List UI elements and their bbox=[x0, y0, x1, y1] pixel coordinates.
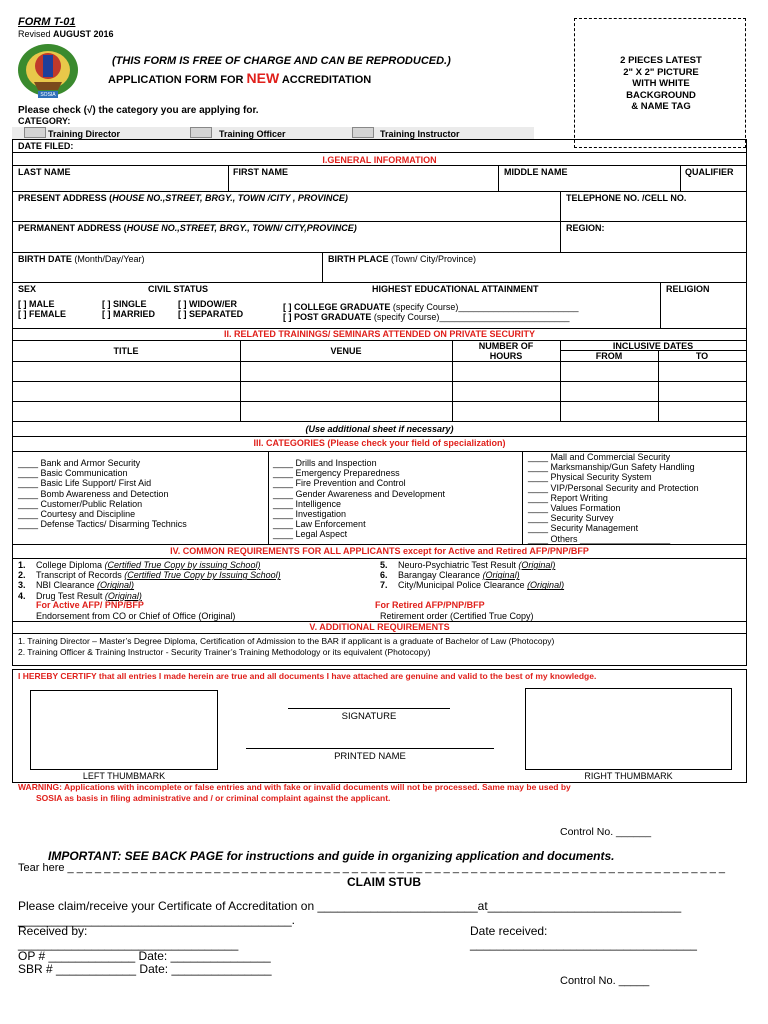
specialization-item[interactable] bbox=[528, 472, 699, 482]
right-thumbmark-box[interactable] bbox=[525, 688, 732, 770]
date-received-field[interactable]: __________________________________ bbox=[470, 937, 697, 951]
specialization-label: Security Management bbox=[550, 523, 639, 534]
row-line bbox=[12, 665, 747, 666]
sosia-logo bbox=[16, 42, 80, 102]
specialization-item[interactable] bbox=[528, 523, 699, 533]
requirement-spec: (Certified True Copy by Issuing School) bbox=[124, 570, 281, 581]
specialization-label: Report Writing bbox=[550, 492, 608, 503]
specialization-item[interactable] bbox=[528, 483, 699, 493]
col-inclusive-dates: INCLUSIVE DATES bbox=[612, 341, 694, 351]
requirement-number: 6. bbox=[380, 570, 388, 581]
specialization-item[interactable] bbox=[273, 519, 445, 529]
requirement-number: 3. bbox=[18, 580, 26, 591]
row-line bbox=[12, 361, 747, 362]
present-address-hint: HOUSE NO.,STREET, BRGY., TOWN /CITY , PROVINCE) bbox=[112, 193, 348, 203]
logo-text: SOSIA bbox=[40, 92, 56, 98]
specialization-item[interactable] bbox=[18, 478, 187, 488]
signature-label: SIGNATURE bbox=[341, 711, 397, 722]
specialization-blank[interactable]: ____ bbox=[18, 498, 41, 509]
warning-text: WARNING: Applications with incomplete or false entries and with fake or invalid documents will not be processed. Same may be used by bbox=[18, 782, 571, 792]
photo-line: 2" X 2" PICTURE bbox=[623, 66, 699, 78]
additional-item: 1. Training Director – Master’s Degree Diploma, Certification of Admission to the BAR if applicant is a graduate of Bachelor of Law (Photocopy) bbox=[18, 636, 555, 646]
revised-date: AUGUST 2016 bbox=[53, 29, 114, 39]
specialization-item[interactable] bbox=[528, 452, 699, 462]
specialization-item[interactable] bbox=[528, 493, 699, 503]
section-additional-title: V. ADDITIONAL REQUIREMENTS bbox=[309, 622, 450, 632]
col-venue: VENUE bbox=[330, 346, 362, 356]
permanent-address-hint: HOUSE NO.,STREET, BRGY., TOWN/ CITY,PROVINCE) bbox=[126, 223, 357, 233]
col-line bbox=[522, 451, 523, 544]
row-line bbox=[12, 221, 747, 222]
education-label: HIGHEST EDUCATIONAL ATTAINMENT bbox=[372, 284, 539, 294]
birth-date-hint: (Month/Day/Year) bbox=[74, 254, 145, 264]
telephone-label: TELEPHONE NO. /CELL NO. bbox=[566, 193, 687, 203]
specialization-blank[interactable]: ____ bbox=[528, 452, 551, 462]
specialization-blank[interactable]: ____ bbox=[273, 468, 296, 479]
specialization-item[interactable] bbox=[18, 489, 187, 499]
col-line bbox=[268, 451, 269, 544]
specialization-item[interactable] bbox=[273, 499, 445, 509]
region-label: REGION: bbox=[566, 223, 605, 233]
table-row bbox=[12, 381, 747, 382]
specialization-blank[interactable]: ____ bbox=[18, 478, 41, 489]
specialization-blank[interactable]: ____ bbox=[528, 462, 551, 473]
row-line bbox=[560, 350, 747, 351]
present-address-prefix: PRESENT ADDRESS ( bbox=[18, 193, 113, 203]
specialization-item[interactable] bbox=[18, 468, 187, 478]
received-by-label: Received by: bbox=[18, 924, 88, 938]
option-married[interactable]: [ ] MARRIED bbox=[102, 309, 155, 319]
col-line bbox=[228, 165, 229, 191]
specialization-blank[interactable]: ____ bbox=[528, 492, 551, 503]
printed-name-line[interactable] bbox=[246, 748, 494, 749]
col-line bbox=[498, 165, 499, 191]
additional-item: 2. Training Officer & Training Instructor - Security Trainer’s Training Methodology or its equivalent (Photocopy) bbox=[18, 647, 431, 657]
specialization-label: Bomb Awareness and Detection bbox=[40, 488, 169, 499]
col-hours: NUMBER OF bbox=[478, 341, 534, 351]
specialization-label: Courtesy and Discipline bbox=[40, 509, 136, 520]
birth-place-title: BIRTH PLACE bbox=[328, 254, 391, 264]
row-line bbox=[12, 165, 747, 166]
specialization-label: Marksmanship/Gun Safety Handling bbox=[550, 462, 695, 473]
requirement-text: Drug Test Result bbox=[36, 590, 105, 601]
claim-underline: _________________________________________. bbox=[18, 913, 295, 927]
requirement-item bbox=[18, 560, 281, 570]
specialization-item[interactable] bbox=[528, 503, 699, 513]
option-male[interactable]: [ ] MALE bbox=[18, 299, 55, 309]
requirement-number: 5. bbox=[380, 560, 388, 570]
specialization-label: Intelligence bbox=[295, 498, 342, 509]
religion-label: RELIGION bbox=[666, 284, 710, 294]
sbr-number-line[interactable]: SBR # ____________ Date: _______________ bbox=[18, 962, 272, 976]
requirement-number: 2. bbox=[18, 570, 26, 581]
free-note: (THIS FORM IS FREE OF CHARGE AND CAN BE REPRODUCED.) bbox=[112, 55, 451, 67]
specialization-blank[interactable]: ____ bbox=[273, 519, 296, 530]
middle-name-label: MIDDLE NAME bbox=[504, 167, 568, 177]
received-by-field[interactable]: _________________________________ bbox=[18, 937, 239, 951]
specialization-item[interactable] bbox=[528, 513, 699, 523]
op-number-line[interactable]: OP # _____________ Date: _______________ bbox=[18, 949, 271, 963]
specialization-blank[interactable]: ____ bbox=[528, 513, 551, 524]
col-title: TITLE bbox=[113, 346, 139, 356]
specialization-blank[interactable]: ____ bbox=[273, 509, 296, 520]
checkbox-training-instructor[interactable] bbox=[352, 127, 374, 138]
specialization-item[interactable] bbox=[18, 519, 187, 529]
specialization-label: Physical Security System bbox=[550, 472, 652, 483]
birth-date-title: BIRTH DATE bbox=[18, 254, 75, 264]
certify-statement: I HEREBY CERTIFY that all entries I made herein are true and all documents I have attached are genuine and valid to the best of my knowledge. bbox=[18, 671, 597, 681]
specialization-label: Basic Communication bbox=[40, 468, 128, 479]
specialization-blank[interactable]: ____ bbox=[528, 523, 551, 534]
active-afp-label: For Active AFP/ PNP/BFP bbox=[36, 600, 144, 610]
revision-line bbox=[18, 29, 114, 39]
requirements-left bbox=[18, 560, 281, 601]
table-border-right bbox=[746, 139, 747, 665]
requirement-item bbox=[18, 570, 281, 580]
requirement-text: City/Municipal Police Clearance bbox=[398, 580, 528, 591]
additional-sheet-note: (Use additional sheet if necessary) bbox=[305, 424, 454, 434]
checkbox-training-officer[interactable] bbox=[190, 127, 212, 138]
warning-text-2: SOSIA as basis in filing administrative and / or criminal complaint against the applicant. bbox=[36, 793, 391, 803]
specialization-label: Security Survey bbox=[550, 513, 614, 524]
permanent-address-prefix: PERMANENT ADDRESS ( bbox=[18, 223, 127, 233]
retired-afp-requirement: Retirement order (Certified True Copy) bbox=[380, 611, 534, 621]
photo-instructions bbox=[575, 55, 747, 113]
specialization-item[interactable] bbox=[273, 468, 445, 478]
row-line bbox=[12, 558, 747, 559]
table-row bbox=[12, 401, 747, 402]
specialization-item[interactable] bbox=[273, 458, 445, 468]
date-received-label: Date received: bbox=[470, 924, 548, 938]
requirement-item bbox=[380, 580, 564, 590]
college-label: [ ] COLLEGE GRADUATE bbox=[283, 302, 391, 312]
specialization-list-2 bbox=[273, 458, 445, 540]
requirements-right bbox=[380, 560, 564, 591]
form-title bbox=[108, 70, 371, 86]
requirement-number: 7. bbox=[380, 580, 388, 591]
specialization-item[interactable] bbox=[273, 509, 445, 519]
requirement-spec: (Certified True Copy by issuing School) bbox=[104, 560, 261, 570]
specialization-label: Others __________________ bbox=[550, 533, 671, 544]
col-line bbox=[560, 191, 561, 253]
college-hint: (specify Course)________________________ bbox=[390, 302, 579, 312]
section-trainings-title: II. RELATED TRAININGS/ SEMINARS ATTENDED ON PRIVATE SECURITY bbox=[223, 329, 535, 339]
col-line bbox=[680, 165, 681, 191]
photo-line: BACKGROUND bbox=[626, 89, 696, 101]
specialization-label: Values Formation bbox=[550, 503, 621, 514]
form-number: FORM T-01 bbox=[18, 16, 76, 28]
sex-label: SEX bbox=[18, 284, 37, 294]
specialization-blank[interactable]: ____ bbox=[18, 468, 41, 479]
requirement-number: 1. bbox=[18, 560, 26, 570]
control-number-stub: Control No. _____ bbox=[560, 975, 650, 987]
retired-afp-label: For Retired AFP/PNP/BFP bbox=[375, 600, 485, 610]
requirement-text: NBI Clearance bbox=[36, 580, 98, 591]
col-hours-2: HOURS bbox=[489, 351, 523, 361]
important-note: IMPORTANT: SEE BACK PAGE for instructions and guide in organizing application and documents. bbox=[48, 849, 615, 863]
row-line bbox=[12, 191, 747, 192]
requirement-spec: (Original) bbox=[97, 580, 135, 591]
post-label: [ ] POST GRADUATE bbox=[283, 312, 372, 322]
present-address-label bbox=[18, 193, 348, 203]
specialization-label: Basic Life Support/ First Aid bbox=[40, 478, 152, 489]
date-filed-label: DATE FILED: bbox=[18, 141, 74, 151]
specialization-label: Gender Awareness and Development bbox=[295, 488, 445, 499]
specialization-item[interactable] bbox=[273, 489, 445, 499]
option-single[interactable]: [ ] SINGLE bbox=[102, 299, 147, 309]
specialization-blank[interactable]: ____ bbox=[18, 458, 41, 468]
requirement-text: Transcript of Records bbox=[36, 570, 125, 581]
requirement-text: Neuro-Psychiatric Test Result bbox=[398, 560, 519, 570]
specialization-blank[interactable]: ____ bbox=[18, 509, 41, 520]
specialization-blank[interactable]: ____ bbox=[528, 503, 551, 514]
requirement-spec: (Original) bbox=[518, 560, 556, 570]
specialization-item[interactable] bbox=[273, 478, 445, 488]
option-female[interactable]: [ ] FEMALE bbox=[18, 309, 66, 319]
photo-line: 2 PIECES LATEST bbox=[620, 55, 702, 66]
specialization-blank[interactable]: ____ bbox=[528, 533, 551, 544]
specialization-label: Emergency Preparedness bbox=[295, 468, 400, 479]
requirement-number: 4. bbox=[18, 590, 26, 601]
tear-line: Tear here _ _ _ _ _ _ _ _ _ _ _ _ _ _ _ _ _ _ _ _ _ _ _ _ _ _ _ _ _ _ _ _ _ _ _ _ _ _ _ _ _ _ _ _ _ _ _ _ _ _ _ _ _ _ _ _ _ _ _ _ _ _ _ _ _ _ _ _ _ _ _ _ bbox=[18, 862, 725, 874]
specialization-item[interactable] bbox=[18, 499, 187, 509]
specialization-blank[interactable]: ____ bbox=[273, 478, 296, 489]
specialization-label: Bank and Armor Security bbox=[40, 458, 141, 468]
specialization-label: Customer/Public Relation bbox=[40, 498, 143, 509]
left-thumbmark-box[interactable] bbox=[30, 690, 218, 770]
specialization-item[interactable] bbox=[273, 529, 445, 539]
section-categories-title: III. CATEGORIES (Please check your field of specialization) bbox=[253, 438, 506, 448]
title-pre: APPLICATION FORM FOR bbox=[108, 74, 247, 86]
col-line bbox=[322, 252, 323, 282]
row-line bbox=[12, 282, 747, 283]
title-new: NEW bbox=[246, 70, 280, 86]
specialization-label: Investigation bbox=[295, 509, 347, 520]
category-instruction: Please check (√) the category you are applying for. bbox=[18, 105, 259, 116]
category-option: Training Director bbox=[48, 129, 121, 139]
photo-placeholder bbox=[574, 18, 746, 148]
birth-date-label bbox=[18, 254, 145, 264]
specialization-item[interactable] bbox=[18, 458, 187, 468]
row-line bbox=[12, 152, 747, 153]
control-number: Control No. ______ bbox=[560, 826, 652, 838]
requirement-text: College Diploma bbox=[36, 560, 105, 570]
category-option: Training Officer bbox=[219, 129, 286, 139]
specialization-label: Fire Prevention and Control bbox=[295, 478, 406, 489]
section-requirements-title: IV. COMMON REQUIREMENTS FOR ALL APPLICANTS except for Active and Retired AFP/PNP/BFP bbox=[170, 546, 589, 556]
title-post: ACCREDITATION bbox=[279, 74, 372, 86]
requirement-spec: (Original) bbox=[104, 590, 142, 601]
requirement-item bbox=[18, 580, 281, 590]
signature-line[interactable] bbox=[288, 708, 450, 709]
section-general-title: I.GENERAL INFORMATION bbox=[322, 155, 437, 165]
specialization-blank[interactable]: ____ bbox=[273, 488, 296, 499]
specialization-label: Mall and Commercial Security bbox=[550, 452, 671, 462]
birth-place-label bbox=[328, 254, 476, 264]
table-border-left bbox=[12, 139, 13, 665]
specialization-blank[interactable]: ____ bbox=[273, 498, 296, 509]
option-separated[interactable]: [ ] SEPARATED bbox=[178, 309, 244, 319]
row-line bbox=[12, 633, 747, 634]
photo-line: WITH WHITE bbox=[632, 78, 690, 89]
row-line bbox=[12, 436, 747, 437]
claim-stub-title: CLAIM STUB bbox=[347, 875, 421, 889]
specialization-blank[interactable]: ____ bbox=[18, 519, 41, 530]
row-line bbox=[12, 252, 747, 253]
specialization-blank[interactable]: ____ bbox=[273, 458, 296, 468]
printed-name-label: PRINTED NAME bbox=[334, 751, 406, 762]
specialization-label: Defense Tactics/ Disarming Technics bbox=[40, 519, 187, 530]
active-afp-requirement: Endorsement from CO or Chief of Office (Original) bbox=[36, 611, 236, 621]
specialization-blank[interactable]: ____ bbox=[273, 529, 296, 540]
last-name-label: LAST NAME bbox=[18, 167, 71, 177]
specialization-label: Legal Aspect bbox=[295, 529, 348, 540]
qualifier-label: QUALIFIER bbox=[685, 167, 734, 177]
row-line bbox=[12, 139, 747, 140]
checkbox-training-director[interactable] bbox=[24, 127, 46, 138]
requirement-item bbox=[380, 560, 564, 570]
specialization-list-1 bbox=[18, 458, 187, 529]
specialization-item[interactable] bbox=[18, 509, 187, 519]
first-name-label: FIRST NAME bbox=[233, 167, 288, 177]
claim-instruction: Please claim/receive your Certificate of Accreditation on ________________________at_____________________________ bbox=[18, 899, 682, 913]
row-line bbox=[12, 544, 747, 545]
photo-line: & NAME TAG bbox=[631, 101, 691, 112]
option-widow[interactable]: [ ] WIDOW/ER bbox=[178, 299, 237, 309]
post-hint: (specify Course)__________________________ bbox=[371, 312, 570, 322]
civil-status-label: CIVIL STATUS bbox=[148, 284, 209, 294]
table-row bbox=[12, 421, 747, 422]
requirement-spec: (Original) bbox=[527, 580, 565, 591]
category-label: CATEGORY: bbox=[18, 116, 71, 126]
col-from: FROM bbox=[595, 351, 623, 361]
right-thumbmark-label: RIGHT THUMBMARK bbox=[584, 771, 673, 781]
option-college-graduate[interactable] bbox=[283, 302, 578, 312]
specialization-blank[interactable]: ____ bbox=[528, 482, 551, 493]
permanent-address-label bbox=[18, 223, 357, 233]
option-post-graduate[interactable] bbox=[283, 312, 570, 322]
specialization-blank[interactable]: ____ bbox=[528, 472, 551, 483]
requirement-item bbox=[380, 570, 564, 580]
specialization-item[interactable] bbox=[528, 462, 699, 472]
col-line bbox=[660, 282, 661, 328]
requirement-text: Barangay Clearance bbox=[398, 570, 483, 581]
col-to: TO bbox=[695, 351, 709, 361]
revised-prefix: Revised bbox=[18, 29, 54, 39]
requirement-spec: (Original) bbox=[482, 570, 520, 581]
specialization-label: Law Enforcement bbox=[295, 519, 366, 530]
specialization-item[interactable] bbox=[528, 534, 699, 544]
specialization-blank[interactable]: ____ bbox=[18, 488, 41, 499]
specialization-list-3 bbox=[528, 452, 699, 544]
left-thumbmark-label: LEFT THUMBMARK bbox=[82, 771, 166, 781]
specialization-label: VIP/Personal Security and Protection bbox=[550, 482, 699, 493]
specialization-label: Drills and Inspection bbox=[295, 458, 377, 468]
category-option: Training Instructor bbox=[380, 129, 460, 139]
birth-place-hint: (Town/ City/Province) bbox=[391, 254, 477, 264]
